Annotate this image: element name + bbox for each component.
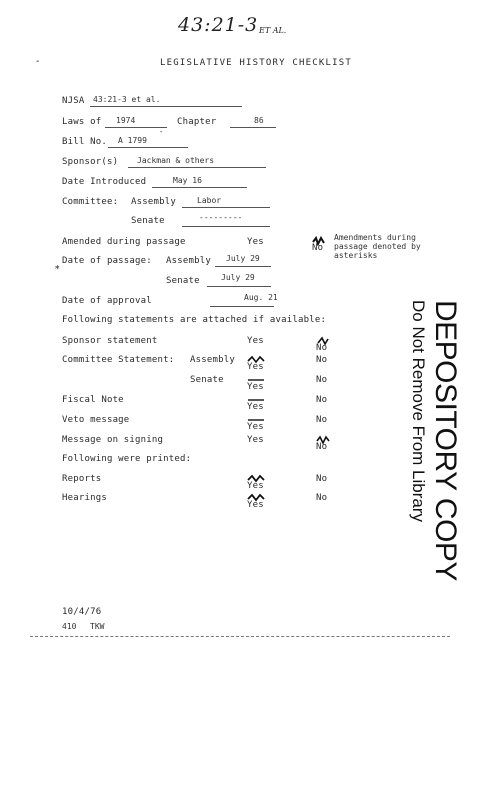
amended-note-1: Amendments during — [334, 233, 416, 242]
date-passage-senate-value: July 29 — [221, 273, 255, 282]
depository-copy-text: DEPOSITORY COPY — [429, 300, 462, 581]
chapter-line — [230, 116, 276, 128]
strike-scribble-icon — [247, 355, 265, 365]
committee-label: Committee: — [62, 197, 119, 207]
strike-scribble-icon — [317, 336, 329, 346]
reports-label: Reports — [62, 474, 102, 484]
signing-message-label: Message on signing — [62, 435, 164, 445]
page-title: LEGISLATIVE HISTORY CHECKLIST — [160, 58, 352, 68]
strike-scribble-icon — [247, 493, 265, 503]
committee-statement-senate-label: Senate — [190, 375, 224, 385]
footer-initials-2: TKW — [90, 622, 105, 631]
laws-of-value: 1974 — [116, 116, 136, 125]
date-introduced-value: May 16 — [173, 176, 202, 185]
bill-no-value: A 1799 — [118, 136, 147, 145]
reports-no: No — [316, 474, 328, 484]
hearings-yes: Yes — [247, 500, 264, 510]
chapter-label: Chapter — [177, 117, 217, 127]
committee-statement-assembly-label: Assembly — [190, 355, 235, 365]
amended-note-3: asterisks — [334, 251, 378, 260]
footer-date: 10/4/76 — [62, 607, 102, 617]
reports-yes-struck — [247, 473, 264, 492]
stray-mark: - — [36, 56, 40, 67]
signing-message-no-struck — [316, 434, 327, 453]
reports-yes: Yes — [247, 481, 264, 491]
amended-no-struck — [312, 235, 323, 254]
njsa-label: NJSA — [62, 96, 85, 106]
amended-note-2: passage denoted by — [334, 242, 421, 251]
amended-label: Amended during passage — [62, 237, 186, 247]
passage-mark: * — [55, 265, 60, 275]
committee-assembly-yes-struck — [247, 354, 264, 373]
committee-senate-yes: Yes — [247, 382, 264, 392]
committee-assembly-label: Assembly — [131, 197, 176, 207]
sponsor-statement-label: Sponsor statement — [62, 336, 158, 346]
strike-scribble-icon — [247, 474, 265, 484]
depository-stamp-subtext — [408, 300, 428, 530]
date-passage-senate-label: Senate — [166, 276, 200, 286]
strike-scribble-icon — [247, 375, 265, 385]
veto-message-label: Veto message — [62, 415, 130, 425]
sponsors-value: Jackman & others — [137, 156, 215, 165]
fiscal-note-no: No — [316, 395, 328, 405]
veto-message-no: No — [316, 415, 328, 425]
committee-senate-no: No — [316, 375, 328, 385]
date-approval-value: Aug. 21 — [244, 293, 278, 302]
committee-assembly-line — [182, 196, 270, 208]
laws-of-line — [105, 116, 167, 128]
printed-heading: Following were printed: — [62, 454, 192, 464]
handwritten-statute-number: 43:21-3 — [178, 14, 259, 36]
committee-senate-value: --------- — [199, 213, 243, 222]
amended-no: No — [312, 243, 324, 253]
signing-message-no: No — [316, 442, 328, 452]
veto-message-yes-struck — [247, 414, 264, 433]
strike-scribble-icon — [247, 395, 265, 405]
fiscal-note-yes-struck — [247, 394, 264, 413]
footer-initials: 410 — [62, 622, 77, 631]
bill-no-mark: - — [160, 128, 163, 136]
sponsor-statement-no: No — [316, 343, 328, 353]
footer-dashed-rule — [30, 636, 450, 637]
laws-of-label: Laws of — [62, 117, 102, 127]
veto-message-yes: Yes — [247, 422, 264, 432]
date-passage-label: Date of passage: — [62, 256, 152, 266]
depository-stamp — [429, 300, 462, 581]
bill-no-label: Bill No. — [62, 137, 107, 147]
strike-scribble-icon — [312, 236, 326, 246]
committee-assembly-value: Labor — [197, 196, 222, 205]
sponsor-statement-no-struck — [316, 335, 327, 354]
date-passage-assembly-label: Assembly — [166, 256, 211, 266]
committee-statement-label: Committee Statement: — [62, 355, 175, 365]
hearings-label: Hearings — [62, 493, 107, 503]
committee-senate-yes-struck — [247, 374, 264, 393]
signing-message-yes: Yes — [247, 435, 264, 445]
sponsors-label: Sponsor(s) — [62, 157, 119, 167]
do-not-remove-text: Do Not Remove From Library — [409, 300, 428, 523]
date-passage-assembly-value: July 29 — [226, 254, 260, 263]
njsa-value: 43:21-3 et al. — [93, 95, 161, 104]
committee-assembly-yes: Yes — [247, 362, 264, 372]
strike-scribble-icon — [247, 415, 265, 425]
committee-assembly-no: No — [316, 355, 328, 365]
sponsor-statement-yes: Yes — [247, 336, 264, 346]
statements-heading: Following statements are attached if available: — [62, 315, 327, 325]
fiscal-note-yes: Yes — [247, 402, 264, 412]
amended-yes: Yes — [247, 237, 264, 247]
chapter-value: 86 — [254, 116, 264, 125]
date-introduced-label: Date Introduced — [62, 177, 147, 187]
hearings-yes-struck — [247, 492, 264, 511]
date-approval-label: Date of approval — [62, 296, 152, 306]
committee-senate-label: Senate — [131, 216, 165, 226]
fiscal-note-label: Fiscal Note — [62, 395, 124, 405]
hearings-no: No — [316, 493, 328, 503]
handwritten-suffix: ET AL. — [259, 26, 287, 35]
strike-scribble-icon — [316, 435, 330, 445]
